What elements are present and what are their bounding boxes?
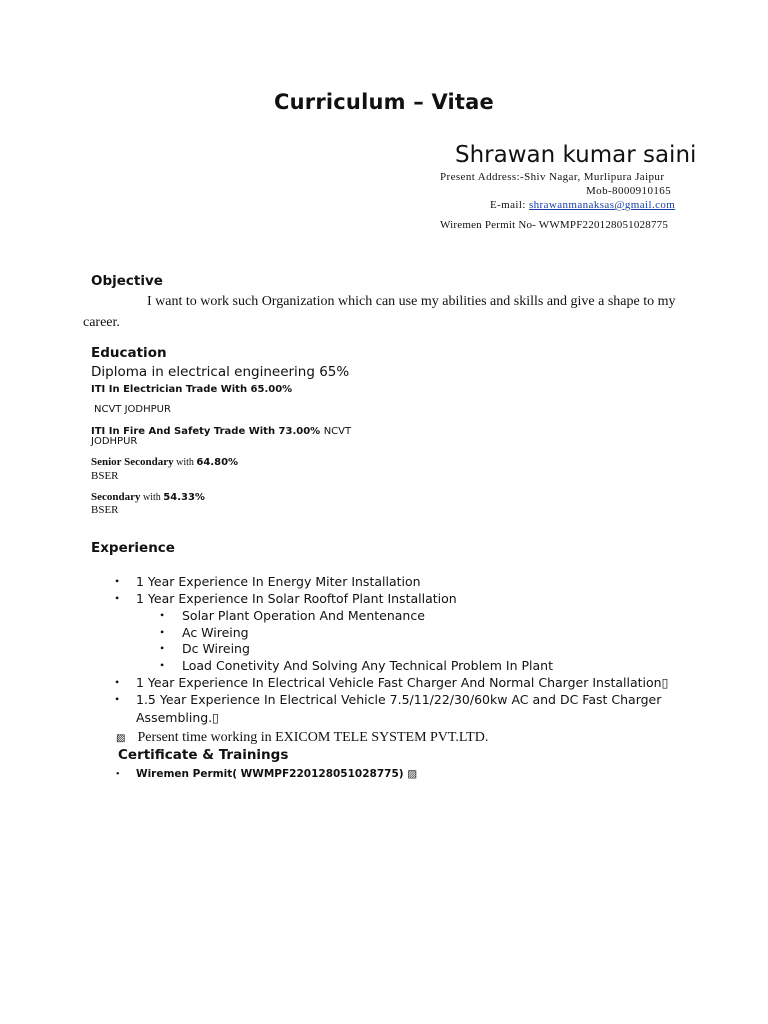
present-employment-text: Persent time working in EXICOM TELE SYSTEM PVT.LTD. — [137, 730, 489, 745]
present-address: Present Address:-Shiv Nagar, Murlipura Jaipur — [440, 171, 665, 183]
senior-secondary-percent: 64.80% — [196, 457, 239, 468]
experience-item: 1 Year Experience In Energy Miter Installation — [136, 574, 421, 589]
email-line — [490, 199, 675, 211]
education-iti-fire-safety-board-line2: JODHPUR — [91, 436, 138, 447]
bullet: • — [160, 658, 165, 672]
education-iti-electrician-board: NCVT JODHPUR — [94, 404, 171, 415]
experience-sub-item: Solar Plant Operation And Mentenance — [182, 608, 425, 623]
experience-sub-item: Dc Wireing — [182, 641, 250, 656]
senior-secondary-label: Senior Secondary — [91, 456, 174, 468]
education-senior-secondary — [91, 452, 238, 470]
email-label: E-mail: — [490, 199, 529, 211]
experience-item: 1.5 Year Experience In Electrical Vehicle 7.5/11/22/30/60kw AC and DC Fast Charger — [136, 692, 662, 707]
experience-item: 1 Year Experience In Electrical Vehicle Fast Charger And Normal Charger Installation▯ — [136, 675, 669, 690]
email-link[interactable]: shrawanmanaksas@gmail.com — [528, 199, 676, 211]
education-secondary — [91, 487, 205, 505]
education-diploma: Diploma in electrical engineering 65% — [91, 364, 350, 380]
bullet: • — [115, 675, 120, 689]
certificates-heading: Certificate & Trainings — [118, 747, 289, 763]
present-employment — [116, 730, 488, 746]
certificate-item: Wiremen Permit( WWMPF220128051028775) ▨ — [136, 768, 418, 780]
candidate-name: Shrawan kumar saini — [455, 142, 697, 168]
bullet: • — [160, 625, 165, 639]
page-title: Curriculum – Vitae — [274, 90, 494, 114]
bullet: • — [160, 641, 165, 655]
mobile-number: Mob-8000910165 — [586, 185, 672, 197]
secondary-board: BSER — [91, 504, 119, 516]
objective-heading: Objective — [91, 273, 163, 289]
bullet: • — [115, 591, 120, 605]
secondary-label: Secondary — [91, 491, 141, 503]
education-iti-fire-safety-board: NCVT — [323, 426, 352, 437]
objective-text: I want to work such Organization which can use my abilities and skills and give a shape to my career. — [83, 294, 676, 330]
experience-heading: Experience — [91, 540, 175, 556]
experience-sub-item: Load Conetivity And Solving Any Technical Problem In Plant — [182, 658, 553, 673]
experience-sub-item: Ac Wireing — [182, 625, 249, 640]
education-heading: Education — [91, 345, 167, 361]
bullet: • — [160, 608, 165, 622]
experience-item: 1 Year Experience In Solar Rooftof Plant Installation — [136, 591, 457, 606]
checkbox-glyph-icon: ▨ — [116, 733, 126, 744]
education-iti-fire-safety-label: ITI In Fire And Safety Trade With 73.00% — [91, 426, 324, 437]
wiremen-permit-number: Wiremen Permit No- WWMPF220128051028775 — [440, 219, 669, 231]
bullet: • — [116, 769, 120, 780]
senior-secondary-with: with — [173, 457, 197, 468]
experience-item-continued: Assembling.▯ — [136, 710, 220, 725]
bullet: • — [115, 692, 120, 706]
bullet: • — [115, 574, 120, 588]
senior-secondary-board: BSER — [91, 470, 119, 482]
secondary-percent: 54.33% — [163, 492, 205, 503]
secondary-with: with — [140, 492, 164, 503]
education-iti-electrician: ITI In Electrician Trade With 65.00% — [91, 384, 293, 395]
